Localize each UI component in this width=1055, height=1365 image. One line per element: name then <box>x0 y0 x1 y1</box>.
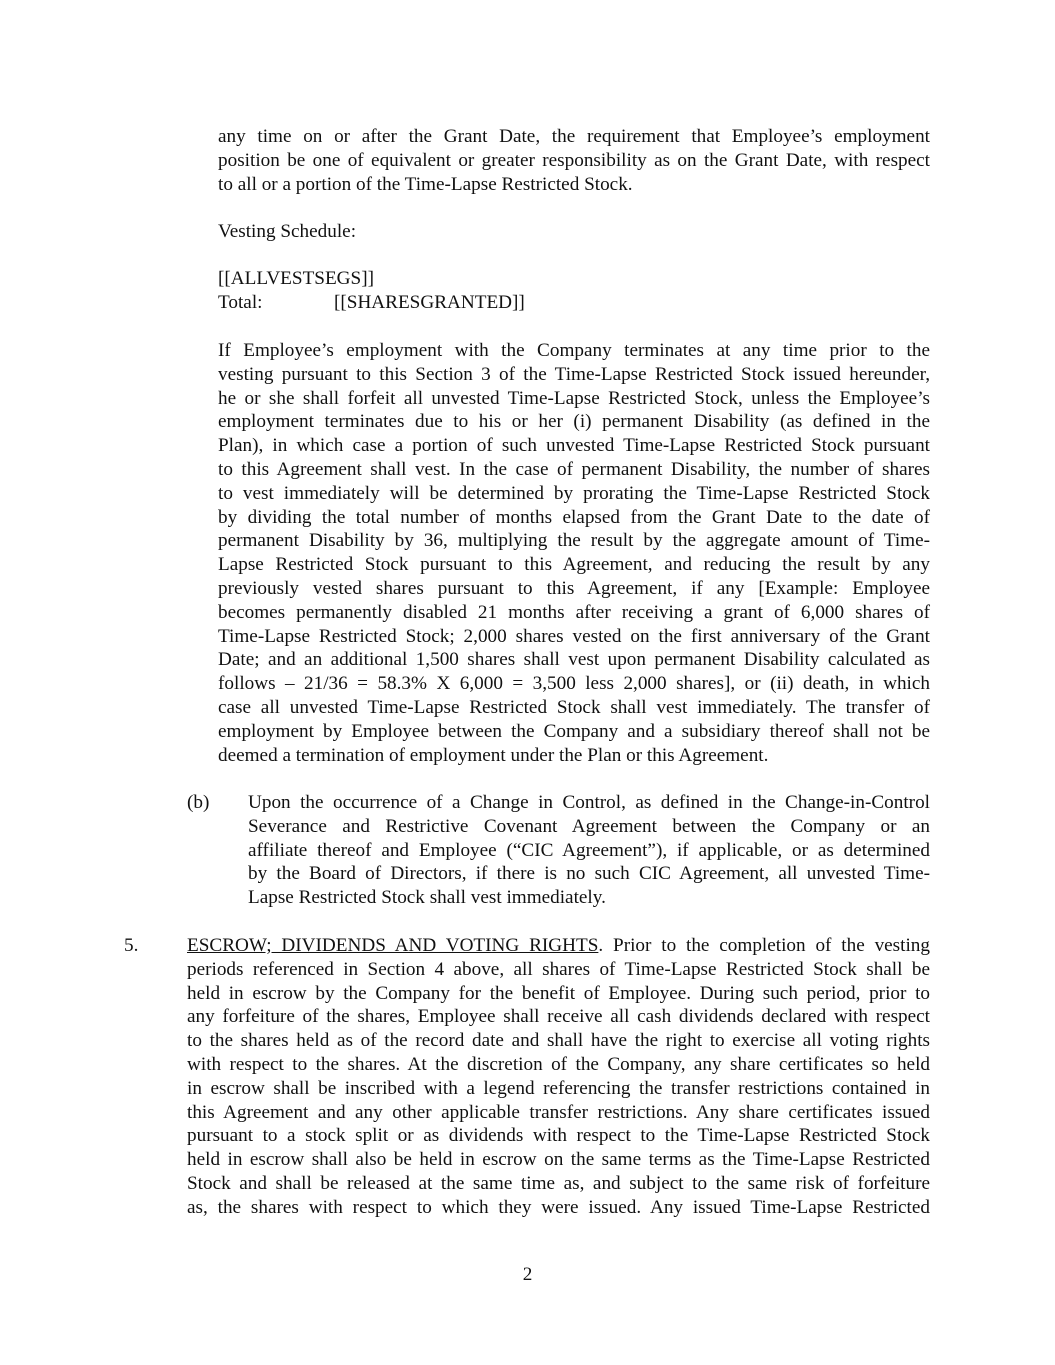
page-number: 2 <box>522 1264 533 1285</box>
text-line: he or she shall forfeit all unvested Time-Lapse Restricted Stock, unless the Employee’s <box>218 387 930 409</box>
vesting-total-label: Total: <box>218 292 263 313</box>
text-line: Lapse Restricted Stock pursuant to this Agreement, and reducing the result by any <box>218 554 930 576</box>
section-5-first-line-text: . Prior to the completion of the vesting <box>598 935 930 956</box>
text-line: with respect to the shares. At the discretion of the Company, any share certificates so held <box>187 1053 930 1075</box>
text-line: held in escrow shall also be held in escrow on the same terms as the Time-Lapse Restricted <box>187 1149 930 1171</box>
text-line: as, the shares with respect to which they were issued. Any issued Time-Lapse Restricted <box>187 1196 930 1218</box>
vesting-total-value: [[SHARESGRANTED]] <box>334 292 525 313</box>
text-line: employment by Employee between the Company and a subsidiary thereof shall not be <box>218 720 930 742</box>
text-line: permanent Disability by 36, multiplying the result by the aggregate amount of Time- <box>218 530 930 552</box>
text-line: Date; and an additional 1,500 shares shall vest upon permanent Disability calculated as <box>218 649 930 671</box>
vesting-schedule-label: Vesting Schedule: <box>218 221 357 242</box>
text-line: affiliate thereof and Employee (“CIC Agreement”), if applicable, or as determined <box>248 839 930 861</box>
text-line: Upon the occurrence of a Change in Control, as defined in the Change-in-Control <box>248 792 930 813</box>
text-line: becomes permanently disabled 21 months after receiving a grant of 6,000 shares of <box>218 601 930 623</box>
section-5-first-line <box>187 934 930 958</box>
text-line: periods referenced in Section 4 above, all shares of Time-Lapse Restricted Stock shall be <box>187 958 930 980</box>
text-line: to this Agreement shall vest. In the case of permanent Disability, the number of shares <box>218 458 930 480</box>
text-line: employment terminates due to his or her (i) permanent Disability (as defined in the <box>218 411 930 433</box>
text-line: position be one of equivalent or greater responsibility as on the Grant Date, with respect <box>218 149 930 171</box>
text-line: Stock and shall be released at the same time as, and subject to the same risk of forfeiture <box>187 1172 930 1194</box>
text-line: Lapse Restricted Stock shall vest immediately. <box>248 887 606 909</box>
text-line: If Employee’s employment with the Company terminates at any time prior to the <box>218 340 930 361</box>
text-line: to vest immediately will be determined by prorating the Time-Lapse Restricted Stock <box>218 482 930 504</box>
text-line: by the Board of Directors, if there is no such CIC Agreement, all unvested Time- <box>248 863 930 885</box>
text-line: Severance and Restrictive Covenant Agreement between the Company or an <box>248 815 930 837</box>
text-line: pursuant to a stock split or as dividends with respect to the Time-Lapse Restricted Stock <box>187 1125 930 1147</box>
section-5-paragraph <box>187 934 930 1220</box>
text-line: by dividing the total number of months elapsed from the Grant Date to the date of <box>218 506 930 528</box>
item-b-label: (b) <box>187 792 210 813</box>
text-line: Time-Lapse Restricted Stock; 2,000 shares vested on the first anniversary of the Grant <box>218 625 930 647</box>
text-line: deemed a termination of employment under the Plan or this Agreement. <box>218 744 769 766</box>
text-line: any time on or after the Grant Date, the requirement that Employee’s employment <box>218 126 930 147</box>
text-line: Plan), in which case a portion of such unvested Time-Lapse Restricted Stock pursuant <box>218 435 930 457</box>
section-5-number: 5. <box>124 935 139 956</box>
text-line: this Agreement and any other applicable transfer restrictions. Any share certificates issued <box>187 1101 930 1123</box>
text-line: to the shares held as of the record date and shall have the right to exercise all voting rights <box>187 1030 930 1052</box>
text-line: case all unvested Time-Lapse Restricted Stock shall vest immediately. The transfer of <box>218 696 930 718</box>
text-line: to all or a portion of the Time-Lapse Restricted Stock. <box>218 173 633 195</box>
item-b-paragraph <box>248 791 930 910</box>
text-line: in escrow shall be inscribed with a legend referencing the transfer restrictions contained in <box>187 1077 930 1099</box>
text-line: vesting pursuant to this Section 3 of the Time-Lapse Restricted Stock issued hereunder, <box>218 363 930 385</box>
section-5-heading: ESCROW; DIVIDENDS AND VOTING RIGHTS <box>187 935 599 956</box>
vesting-segments-placeholder: [[ALLVESTSEGS]] <box>218 268 374 289</box>
text-line: previously vested shares pursuant to this Agreement, if any [Example: Employee <box>218 577 930 599</box>
termination-paragraph <box>218 339 930 767</box>
text-line: held in escrow by the Company for the benefit of Employee. During such period, prior to <box>187 982 930 1004</box>
text-line: follows – 21/36 = 58.3% X 6,000 = 3,500 less 2,000 shares], or (ii) death, in which <box>218 673 930 695</box>
continuation-paragraph <box>218 125 930 196</box>
text-line: any forfeiture of the shares, Employee shall receive all cash dividends declared with respect <box>187 1006 930 1028</box>
